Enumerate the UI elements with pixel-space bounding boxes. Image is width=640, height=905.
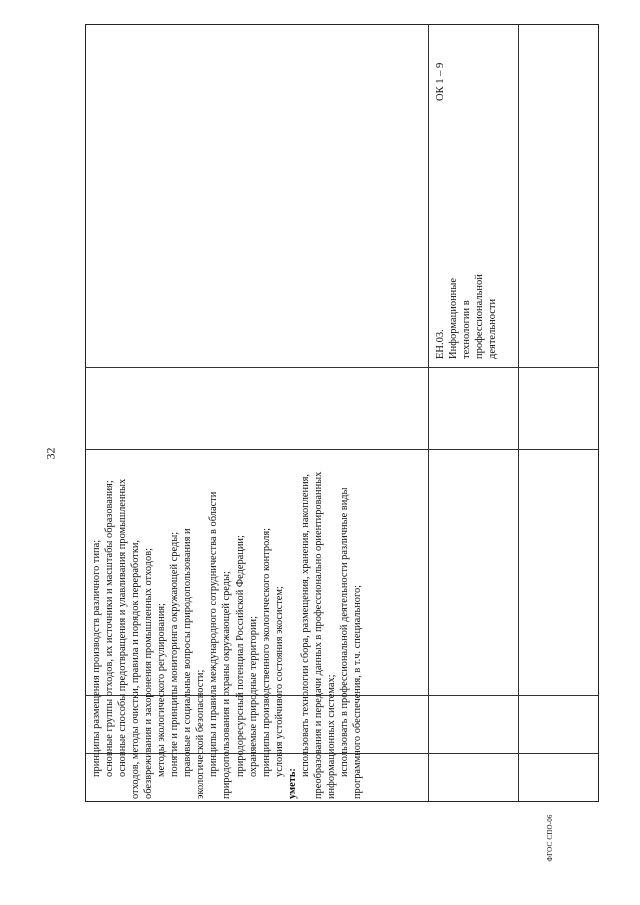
knowledge-item: основные способы предотвращения и улавливания промышленных отходов, методы очистки, правила и порядок переработки, обезвреживания и захоронения промышленных отходов; [117, 478, 155, 799]
knowledge-item: условия устойчивого состояния экосистем; [273, 586, 285, 777]
content-cell [86, 469, 562, 801]
knowledge-item: принципы размещения производств различного типа; [91, 539, 102, 777]
page-number: 32 [43, 447, 58, 460]
skills-heading: уметь: [286, 768, 298, 799]
knowledge-item: понятие и принципы мониторинга окружающей среды; [169, 531, 181, 777]
knowledge-item: природоресурсный потенциал Российской Федерации; [234, 535, 246, 777]
knowledge-list [90, 469, 286, 799]
competencies-cell [432, 21, 520, 105]
column-divider [86, 367, 598, 368]
discipline-code: ЕН.03. [435, 329, 446, 359]
column-divider [86, 449, 598, 450]
competency-codes: ОК 1 – 9 [435, 62, 446, 101]
footer-mark: ФГОС СПО-06 [546, 814, 554, 862]
discipline-name: Информационные технологии в профессиональной деятельности [448, 274, 498, 359]
skill-item: использовать технологии сбора, размещения, хранения, накопления, преобразования и передачи данных в профессионально ориентированных информационных системах; [299, 471, 337, 799]
skill-item: использовать в профессиональной деятельности различные виды программного обеспечения, в т.ч. специального; [338, 487, 363, 799]
discipline-cell [432, 115, 520, 363]
knowledge-item: принципы и правила международного сотрудничества в области природопользования и охраны окружающей среды; [208, 491, 233, 799]
skills-list [299, 469, 364, 799]
knowledge-item: методы экологического регулирования; [156, 603, 168, 777]
standard-table [85, 24, 599, 802]
knowledge-item: правовые и социальные вопросы природопользования и экологической безопасности; [182, 528, 207, 799]
knowledge-item: основные группы отходов, их источники и масштабы образования; [104, 480, 116, 777]
knowledge-item: охраняемые природные территории; [247, 615, 259, 777]
knowledge-item: принципы производственного экологического контроля; [260, 527, 272, 777]
